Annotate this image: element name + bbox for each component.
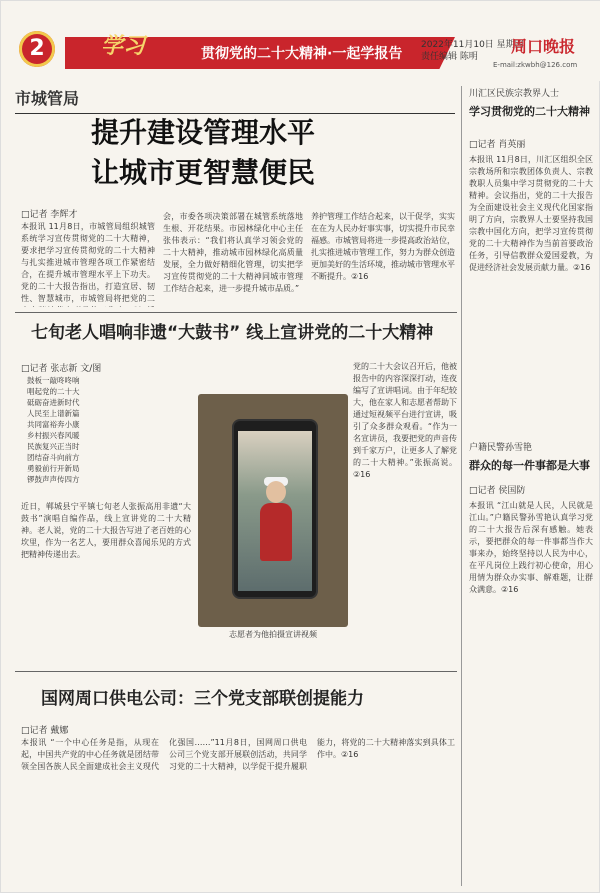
right-column [469, 86, 593, 800]
head-shape [266, 481, 286, 503]
section-label: 市城管局 [15, 86, 455, 114]
story2-poem: 鼓板一敲咚咚响 唱起党的二十大 砥砺奋进新时代 人民至上谱新篇 共同富裕奔小康 乡村振兴春风暖 民族复兴正当时 团结奋斗向前方 勇毅前行开新局 锣鼓声声传四方 [27, 376, 80, 484]
phone-image [232, 419, 318, 599]
lead-story [15, 86, 455, 114]
lead-byline: □记者 李辉才 [21, 210, 78, 220]
story2-headline: 七旬老人唱响非遗“大鼓书” 线上宣讲党的二十大精神 [31, 323, 434, 343]
story2-photo [198, 394, 348, 627]
masthead-logo: 周口晚报 [511, 37, 576, 56]
column-divider [461, 86, 462, 886]
right-section-2: 户籍民警孙雪艳 [469, 443, 533, 453]
page-number: 2 [19, 31, 55, 67]
right-body-2: 本报讯 “江山就是人民，人民就是江山。”户籍民警孙雪艳认真学习党的二十大报告后深有感触。她表示，要把群众的每一件事都当作大事来办，始终坚持以人民为中心，在平凡岗位上践行初心使命，用心用情为群众办实事、解难题，让群众满意。②16 [469, 501, 593, 594]
story2-byline: □记者 张志新 文/图 [21, 364, 102, 374]
lead-col-3: 养护管理工作结合起来，以干促学，实实在在为人民办好事实事，切实提升市民幸福感。市城管局将进一步提高政治站位，扎实推进城市管理工作，努力为群众创造更加美好的生活环境，推动城市管理水平不断提升。②16 [311, 212, 455, 281]
editor-line: 责任编辑 陈明 [421, 52, 478, 62]
photo-caption: 志愿者为他拍摄宣讲视频 [229, 630, 317, 639]
lead-col-1: 本报讯 11月8日，市城管局组织城管系统学习宣传贯彻党的二十大精神，要求把学习宣传贯彻党的二十大精神与扎实推进城市管理各项工作紧密结合，在提升城市管理水平上下功夫。党的二十大报告指出，打造宜居、韧性、智慧城市，市城管局将把党的二 [21, 222, 155, 303]
banner-text: 贯彻党的二十大精神·一起学报告 [201, 46, 403, 62]
right-byline-1: □记者 肖英丽 [469, 140, 526, 150]
phone-screen [238, 431, 312, 591]
issue-date: 2022年11月10日 星期四 [421, 40, 524, 50]
story2-body-left: 近日，郸城县宁平镇七旬老人张振高用非遗“大鼓书”演唱自编作品，线上宣讲党的二十大精神。老人说，党的二十大报告写进了老百姓的心坎里，作为一名艺人，要用群众喜闻乐见的方式把精神传递出去。 [21, 502, 191, 559]
page-header [1, 1, 600, 81]
xuexi-logo: 学习 [101, 33, 146, 59]
lead-col-2: 会，市委各项决策部署在城管系统落地生根、开花结果。市园林绿化中心主任张伟表示：“我们将认真学习领会党的二十大精神，推动城市园林绿化高质量发展，全力做好精细化管理，切实把学习宣传贯彻党的二十大精神同城市管理工作结合起来，进一步提升城市品质。” [163, 212, 303, 293]
right-headline-1: 学习贯彻党的二十大精神 [469, 105, 590, 118]
divider [15, 312, 457, 313]
right-byline-2: □记者 侯国防 [469, 486, 526, 496]
story3-headline: 国网周口供电公司：三个党支部联创提能力 [41, 689, 364, 709]
email-line: E-mail:zkwbh@126.com [493, 61, 578, 69]
performer-figure [260, 503, 292, 561]
lead-headline [91, 113, 315, 193]
story2-body-right: 党的二十大会议召开后，他被报告中的内容深深打动，连夜编写了宣讲唱词。由于年纪较大，他在家人和志愿者帮助下通过短视频平台进行宣讲，吸引了众多群众观看。“作为一名宣讲员，我要把党的声音传到千家万户，让更多人了解党的二十大精神。”张振高说。②16 [353, 362, 457, 479]
headline-line-2: 让城市更智慧便民 [91, 156, 316, 189]
right-section-1: 川汇区民族宗教界人士 [469, 89, 560, 99]
right-body-1: 本报讯 11月8日，川汇区组织全区宗教场所和宗教团体负责人、宗教教职人员集中学习贯彻党的二十大精神。会议指出，党的二十大报告为全面建设社会主义现代化国家指明了方向，宗教界人士要坚持我国宗教中国化方向，把学习宣传贯彻党的二十大精神作为当前首要政治任务，引导信教群众爱国爱教，为促进经济社会发展贡献力量。②16 [469, 155, 593, 272]
right-headline-2: 群众的每一件事都是大事 [469, 459, 590, 472]
story3-byline: □记者 戴娜 [21, 726, 69, 736]
story3-body: 本报讯 “一个中心任务是指，从现在起，中国共产党的中心任务就是团结带领全国各族人民全面建成社会主义现代化强国……”11月8日，国网周口供电公司三个党支部开展联创活动，共同学习党的二十大精神，以学促干提升履职能力，将党的二十大精神落实到具体工作中。②16 [21, 738, 455, 771]
headline-line-1: 提升建设管理水平 [91, 116, 316, 149]
divider [15, 671, 457, 672]
